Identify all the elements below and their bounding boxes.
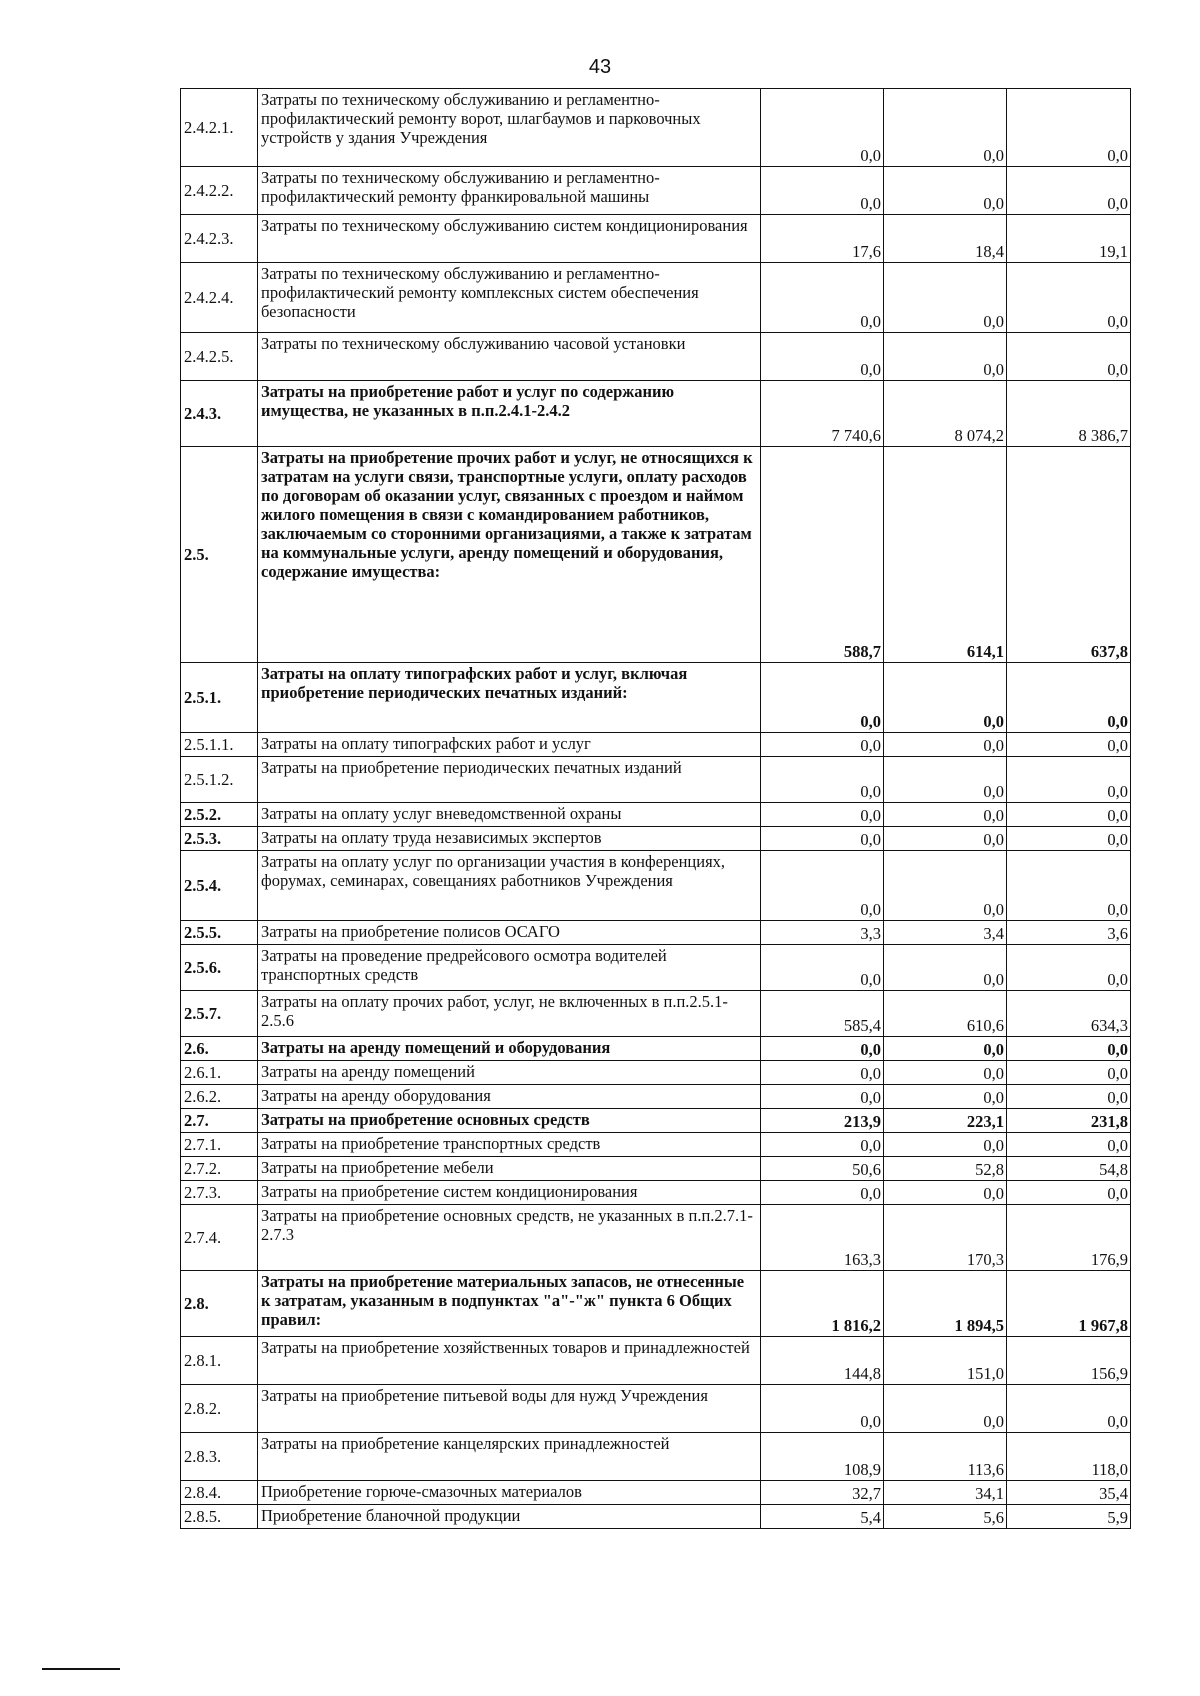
table-row xyxy=(181,1181,1131,1205)
value-col-1: 108,9 xyxy=(761,1433,884,1481)
value-col-2: 0,0 xyxy=(884,851,1007,921)
value-col-2: 0,0 xyxy=(884,1133,1007,1157)
value-col-3: 0,0 xyxy=(1007,803,1131,827)
value-col-3: 0,0 xyxy=(1007,1085,1131,1109)
table-row xyxy=(181,215,1131,263)
row-code: 2.5.1.2. xyxy=(181,757,258,803)
footnote-separator xyxy=(42,1668,120,1670)
row-code: 2.4.2.4. xyxy=(181,263,258,333)
value-col-2: 0,0 xyxy=(884,89,1007,167)
row-code: 2.6.2. xyxy=(181,1085,258,1109)
row-description: Затраты на аренду оборудования xyxy=(258,1085,761,1109)
value-col-2: 1 894,5 xyxy=(884,1271,1007,1337)
row-code: 2.8.4. xyxy=(181,1481,258,1505)
row-code: 2.4.2.3. xyxy=(181,215,258,263)
row-description: Затраты на приобретение питьевой воды для нужд Учреждения xyxy=(258,1385,761,1433)
row-code: 2.4.2.1. xyxy=(181,89,258,167)
row-code: 2.7.1. xyxy=(181,1133,258,1157)
row-code: 2.5.7. xyxy=(181,991,258,1037)
row-code: 2.7.2. xyxy=(181,1157,258,1181)
row-description: Затраты на оплату услуг по организации участия в конференциях, форумах, семинарах, совещаниях работников Учреждения xyxy=(258,851,761,921)
row-code: 2.5.3. xyxy=(181,827,258,851)
table-row xyxy=(181,167,1131,215)
row-code: 2.6. xyxy=(181,1037,258,1061)
row-description: Затраты по техническому обслуживанию систем кондиционирования xyxy=(258,215,761,263)
value-col-1: 0,0 xyxy=(761,89,884,167)
value-col-3: 0,0 xyxy=(1007,663,1131,733)
row-description: Затраты на оплату типографских работ и услуг xyxy=(258,733,761,757)
value-col-1: 163,3 xyxy=(761,1205,884,1271)
row-description: Затраты на приобретение канцелярских принадлежностей xyxy=(258,1433,761,1481)
value-col-3: 156,9 xyxy=(1007,1337,1131,1385)
row-code: 2.5.1. xyxy=(181,663,258,733)
value-col-1: 3,3 xyxy=(761,921,884,945)
row-description: Затраты по техническому обслуживанию и регламентно-профилактический ремонту ворот, шлагбаумов и парковочных устройств у здания Учреждения xyxy=(258,89,761,167)
table-row xyxy=(181,89,1131,167)
row-code: 2.7.3. xyxy=(181,1181,258,1205)
value-col-1: 0,0 xyxy=(761,1085,884,1109)
value-col-2: 614,1 xyxy=(884,447,1007,663)
value-col-2: 18,4 xyxy=(884,215,1007,263)
value-col-3: 0,0 xyxy=(1007,1385,1131,1433)
value-col-2: 34,1 xyxy=(884,1481,1007,1505)
value-col-2: 223,1 xyxy=(884,1109,1007,1133)
row-code: 2.8.5. xyxy=(181,1505,258,1529)
row-code: 2.5.1.1. xyxy=(181,733,258,757)
value-col-3: 8 386,7 xyxy=(1007,381,1131,447)
row-description: Затраты на приобретение материальных запасов, не отнесенные к затратам, указанным в подпунктах "а"-"ж" пункта 6 Общих правил: xyxy=(258,1271,761,1337)
row-code: 2.4.2.5. xyxy=(181,333,258,381)
value-col-3: 637,8 xyxy=(1007,447,1131,663)
value-col-3: 35,4 xyxy=(1007,1481,1131,1505)
value-col-3: 5,9 xyxy=(1007,1505,1131,1529)
value-col-3: 0,0 xyxy=(1007,263,1131,333)
value-col-1: 17,6 xyxy=(761,215,884,263)
value-col-2: 0,0 xyxy=(884,167,1007,215)
value-col-3: 0,0 xyxy=(1007,945,1131,991)
table-row xyxy=(181,1157,1131,1181)
value-col-1: 0,0 xyxy=(761,827,884,851)
value-col-3: 0,0 xyxy=(1007,89,1131,167)
row-description: Затраты на аренду помещений xyxy=(258,1061,761,1085)
row-description: Приобретение бланочной продукции xyxy=(258,1505,761,1529)
table-row xyxy=(181,333,1131,381)
value-col-1: 0,0 xyxy=(761,1037,884,1061)
value-col-1: 7 740,6 xyxy=(761,381,884,447)
value-col-3: 1 967,8 xyxy=(1007,1271,1131,1337)
row-description: Затраты на приобретение основных средств xyxy=(258,1109,761,1133)
value-col-2: 0,0 xyxy=(884,945,1007,991)
value-col-2: 0,0 xyxy=(884,663,1007,733)
value-col-2: 170,3 xyxy=(884,1205,1007,1271)
value-col-1: 0,0 xyxy=(761,851,884,921)
value-col-2: 0,0 xyxy=(884,263,1007,333)
row-description: Затраты на проведение предрейсового осмотра водителей транспортных средств xyxy=(258,945,761,991)
table-row xyxy=(181,1109,1131,1133)
value-col-1: 213,9 xyxy=(761,1109,884,1133)
value-col-1: 0,0 xyxy=(761,945,884,991)
table-row xyxy=(181,757,1131,803)
row-code: 2.5.2. xyxy=(181,803,258,827)
row-code: 2.8. xyxy=(181,1271,258,1337)
value-col-2: 0,0 xyxy=(884,1385,1007,1433)
value-col-3: 0,0 xyxy=(1007,1133,1131,1157)
cost-table-body xyxy=(181,89,1131,1529)
value-col-1: 0,0 xyxy=(761,167,884,215)
row-description: Затраты по техническому обслуживанию и регламентно-профилактический ремонту франкировальной машины xyxy=(258,167,761,215)
value-col-3: 231,8 xyxy=(1007,1109,1131,1133)
value-col-2: 3,4 xyxy=(884,921,1007,945)
table-row xyxy=(181,447,1131,663)
table-row xyxy=(181,1433,1131,1481)
row-description: Затраты на приобретение периодических печатных изданий xyxy=(258,757,761,803)
value-col-3: 19,1 xyxy=(1007,215,1131,263)
value-col-1: 144,8 xyxy=(761,1337,884,1385)
value-col-2: 0,0 xyxy=(884,1037,1007,1061)
value-col-3: 0,0 xyxy=(1007,1061,1131,1085)
value-col-2: 113,6 xyxy=(884,1433,1007,1481)
table-row xyxy=(181,921,1131,945)
row-description: Затраты по техническому обслуживанию часовой установки xyxy=(258,333,761,381)
row-code: 2.8.3. xyxy=(181,1433,258,1481)
table-row xyxy=(181,851,1131,921)
value-col-3: 0,0 xyxy=(1007,733,1131,757)
table-row xyxy=(181,1337,1131,1385)
value-col-1: 588,7 xyxy=(761,447,884,663)
value-col-3: 3,6 xyxy=(1007,921,1131,945)
table-row xyxy=(181,1385,1131,1433)
row-description: Затраты на оплату услуг вневедомственной охраны xyxy=(258,803,761,827)
value-col-1: 0,0 xyxy=(761,1133,884,1157)
value-col-2: 0,0 xyxy=(884,1061,1007,1085)
value-col-3: 0,0 xyxy=(1007,333,1131,381)
value-col-1: 585,4 xyxy=(761,991,884,1037)
table-row xyxy=(181,1505,1131,1529)
value-col-2: 0,0 xyxy=(884,333,1007,381)
table-row xyxy=(181,1085,1131,1109)
value-col-2: 0,0 xyxy=(884,1085,1007,1109)
value-col-2: 0,0 xyxy=(884,733,1007,757)
value-col-3: 634,3 xyxy=(1007,991,1131,1037)
row-code: 2.7.4. xyxy=(181,1205,258,1271)
table-row xyxy=(181,827,1131,851)
row-description: Затраты на приобретение транспортных средств xyxy=(258,1133,761,1157)
row-description: Затраты на приобретение мебели xyxy=(258,1157,761,1181)
row-description: Затраты на оплату прочих работ, услуг, не включенных в п.п.2.5.1-2.5.6 xyxy=(258,991,761,1037)
row-code: 2.8.1. xyxy=(181,1337,258,1385)
value-col-1: 0,0 xyxy=(761,733,884,757)
value-col-3: 0,0 xyxy=(1007,167,1131,215)
value-col-3: 0,0 xyxy=(1007,827,1131,851)
table-row xyxy=(181,381,1131,447)
cost-table-container xyxy=(180,88,1130,1529)
value-col-1: 0,0 xyxy=(761,1061,884,1085)
table-row xyxy=(181,991,1131,1037)
value-col-2: 151,0 xyxy=(884,1337,1007,1385)
row-description: Затраты по техническому обслуживанию и регламентно-профилактический ремонту комплексных систем обеспечения безопасности xyxy=(258,263,761,333)
row-code: 2.5.6. xyxy=(181,945,258,991)
row-description: Затраты на приобретение хозяйственных товаров и принадлежностей xyxy=(258,1337,761,1385)
row-code: 2.5. xyxy=(181,447,258,663)
row-code: 2.5.4. xyxy=(181,851,258,921)
value-col-2: 52,8 xyxy=(884,1157,1007,1181)
table-row xyxy=(181,1271,1131,1337)
value-col-3: 54,8 xyxy=(1007,1157,1131,1181)
value-col-2: 0,0 xyxy=(884,1181,1007,1205)
row-code: 2.4.2.2. xyxy=(181,167,258,215)
table-row xyxy=(181,263,1131,333)
row-code: 2.4.3. xyxy=(181,381,258,447)
row-description: Затраты на приобретение полисов ОСАГО xyxy=(258,921,761,945)
table-row xyxy=(181,663,1131,733)
row-description: Приобретение горюче-смазочных материалов xyxy=(258,1481,761,1505)
value-col-1: 0,0 xyxy=(761,663,884,733)
table-row xyxy=(181,1061,1131,1085)
table-row xyxy=(181,1133,1131,1157)
row-code: 2.8.2. xyxy=(181,1385,258,1433)
table-row xyxy=(181,733,1131,757)
row-code: 2.5.5. xyxy=(181,921,258,945)
value-col-1: 0,0 xyxy=(761,803,884,827)
row-description: Затраты на приобретение систем кондиционирования xyxy=(258,1181,761,1205)
value-col-3: 0,0 xyxy=(1007,1037,1131,1061)
value-col-3: 0,0 xyxy=(1007,757,1131,803)
row-description: Затраты на приобретение прочих работ и услуг, не относящихся к затратам на услуги связи, транспортные услуги, оплату расходов по договорам об оказании услуг, связанных с проездом и наймом жилого помещения в связи с командированием работников, заключаемым со сторонними организациями, а также к затратам на коммунальные услуги, аренду помещений и оборудования, содержание имущества: xyxy=(258,447,761,663)
value-col-2: 0,0 xyxy=(884,827,1007,851)
value-col-3: 0,0 xyxy=(1007,1181,1131,1205)
cost-table xyxy=(180,88,1131,1529)
row-description: Затраты на оплату труда независимых экспертов xyxy=(258,827,761,851)
table-row xyxy=(181,803,1131,827)
table-row xyxy=(181,945,1131,991)
value-col-3: 176,9 xyxy=(1007,1205,1131,1271)
table-row xyxy=(181,1481,1131,1505)
row-description: Затраты на приобретение основных средств, не указанных в п.п.2.7.1-2.7.3 xyxy=(258,1205,761,1271)
table-row xyxy=(181,1205,1131,1271)
value-col-1: 32,7 xyxy=(761,1481,884,1505)
value-col-1: 0,0 xyxy=(761,757,884,803)
value-col-2: 610,6 xyxy=(884,991,1007,1037)
value-col-1: 0,0 xyxy=(761,263,884,333)
value-col-1: 0,0 xyxy=(761,333,884,381)
value-col-1: 50,6 xyxy=(761,1157,884,1181)
value-col-3: 118,0 xyxy=(1007,1433,1131,1481)
page-number: 43 xyxy=(588,56,612,78)
value-col-2: 0,0 xyxy=(884,803,1007,827)
value-col-2: 0,0 xyxy=(884,757,1007,803)
row-code: 2.7. xyxy=(181,1109,258,1133)
value-col-2: 5,6 xyxy=(884,1505,1007,1529)
row-description: Затраты на оплату типографских работ и услуг, включая приобретение периодических печатных изданий: xyxy=(258,663,761,733)
value-col-2: 8 074,2 xyxy=(884,381,1007,447)
value-col-1: 0,0 xyxy=(761,1181,884,1205)
row-code: 2.6.1. xyxy=(181,1061,258,1085)
row-description: Затраты на аренду помещений и оборудования xyxy=(258,1037,761,1061)
value-col-1: 5,4 xyxy=(761,1505,884,1529)
value-col-1: 1 816,2 xyxy=(761,1271,884,1337)
table-row xyxy=(181,1037,1131,1061)
value-col-3: 0,0 xyxy=(1007,851,1131,921)
value-col-1: 0,0 xyxy=(761,1385,884,1433)
row-description: Затраты на приобретение работ и услуг по содержанию имущества, не указанных в п.п.2.4.1-2.4.2 xyxy=(258,381,761,447)
